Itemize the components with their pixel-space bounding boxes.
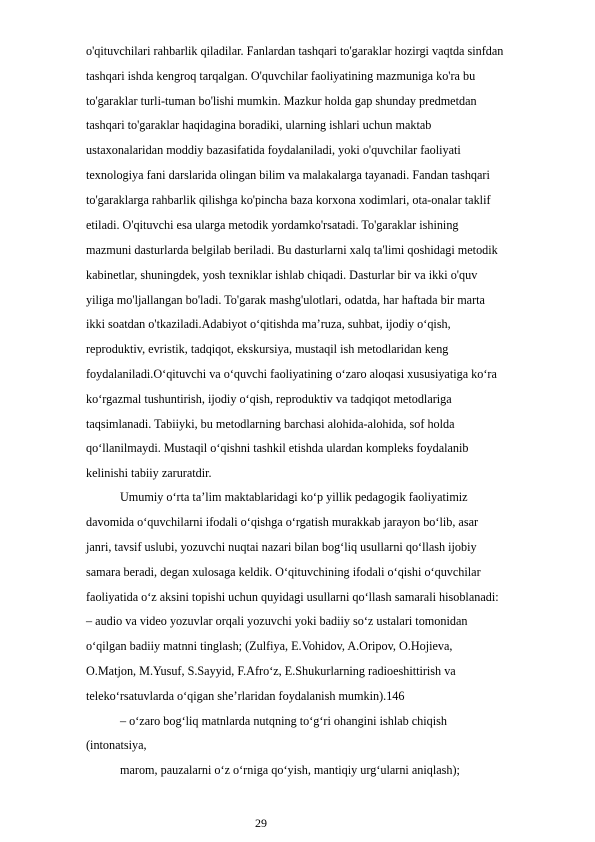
text-line: etiladi. O'qituvchi esa ularga metodik yordamko'rsatadi. To'garaklar ishining — [86, 218, 459, 232]
page-number: 29 — [255, 816, 267, 830]
text-line: janri, tavsif uslubi, yozuvchi nuqtai nazari bilan bog‘liq usullarni qo‘llash ijobiy — [86, 540, 477, 554]
text-line: – audio va video yozuvlar orqali yozuvchi yoki badiiy so‘z ustalari tomonidan — [86, 614, 468, 628]
text-line: o‘qilgan badiiy matnni tinglash; (Zulfiya, E.Vohidov, A.Oripov, O.Hojieva, — [86, 639, 453, 653]
text-line: to'garaklar turli-tuman bo'lishi mumkin. Mazkur holda gap shunday predmetdan — [86, 94, 477, 108]
text-line: Umumiy o‘rta ta’lim maktablaridagi ko‘p yillik pedagogik faoliyatimiz — [120, 490, 468, 504]
text-line: davomida o‘quvchilarni ifodali o‘qishga o‘rgatish murakkab jarayon bo‘lib, asar — [86, 515, 479, 529]
text-line: qo‘llanilmaydi. Mustaqil o‘qishni tashkil etishda ulardan kompleks foydalanib — [86, 441, 469, 455]
text-line: foydalaniladi.O‘qituvchi va o‘quvchi faoliyatining o‘zaro aloqasi xususiyatiga ko‘ra — [86, 367, 497, 381]
text-line: reproduktiv, evristik, tadqiqot, ekskursiya, mustaqil ish metodlaridan keng — [86, 342, 449, 356]
text-line: (intonatsiya, — [86, 738, 147, 752]
text-line: tashqari ishda kengroq tarqalgan. O'quvchilar faoliyatining mazmuniga ko'ra bu — [86, 69, 476, 83]
text-line: samara beradi, degan xulosaga keldik. O‘qituvchining ifodali o‘qishi o‘quvchilar — [86, 565, 481, 579]
text-line: texnologiya fani darslarida olingan bilim va malakalarga tayanadi. Fandan tashqari — [86, 168, 490, 182]
text-line: mazmuni dasturlarda belgilab beriladi. Bu dasturlarni xalq ta'limi qoshidagi metodik — [86, 243, 498, 257]
text-line: ustaxonalaridan moddiy bazasifatida foydalaniladi, yoki o'quvchilar faoliyati — [86, 143, 461, 157]
text-line: – o‘zaro bog‘liq matnlarda nutqning to‘g‘ri ohangini ishlab chiqish — [120, 714, 447, 728]
text-line: O.Matjon, M.Yusuf, S.Sayyid, F.Afro‘z, E.Shukurlarning radioeshittirish va — [86, 664, 456, 678]
text-line: to'garaklarga rahbarlik qilishga ko'pincha baza korxona xodimlari, ota-onalar taklif — [86, 193, 491, 207]
text-line: tashqari to'garaklar haqidagina boradiki, ularning ishlari uchun maktab — [86, 118, 432, 132]
text-line: faoliyatida o‘z aksini topishi uchun quyidagi usullarni qo‘llash samarali hisoblanadi: — [86, 590, 499, 604]
text-line: ko‘rgazmal tushuntirish, ijodiy o‘qish, reproduktiv va tadqiqot metodlariga — [86, 392, 452, 406]
text-line: yiliga mo'ljallangan bo'ladi. To'garak mashg'ulotlari, odatda, har haftada bir marta — [86, 293, 485, 307]
text-line: o'qituvchilari rahbarlik qiladilar. Fanlardan tashqari to'garaklar hozirgi vaqtda sinfdan — [86, 44, 504, 58]
text-line: ikki soatdan o'tkaziladi.Adabiyot o‘qitishda ma’ruza, suhbat, ijodiy o‘qish, — [86, 317, 451, 331]
text-line: marom, pauzalarni o‘z o‘rniga qo‘yish, mantiqiy urg‘ularni aniqlash); — [120, 763, 460, 777]
text-line: kabinetlar, shuningdek, yosh texniklar ishlab chiqadi. Dasturlar bir va ikki o'quv — [86, 268, 478, 282]
text-line: taqsimlanadi. Tabiiyki, bu metodlarning barchasi alohida-alohida, sof holda — [86, 417, 455, 431]
text-line: kelinishi tabiiy zaruratdir. — [86, 466, 212, 480]
text-line: teleko‘rsatuvlarda o‘qigan she’rlaridan foydalanish mumkin).146 — [86, 689, 405, 703]
